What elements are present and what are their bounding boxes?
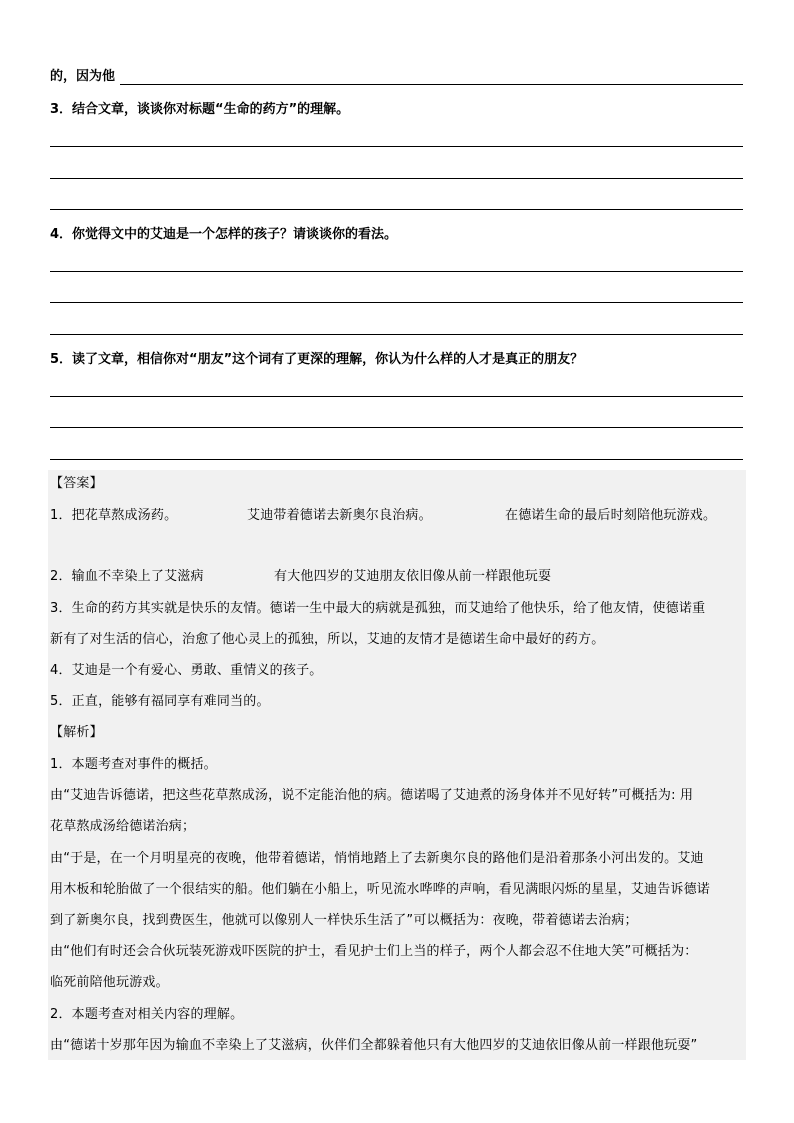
answer-5: 5．正直，能够有福同享有难同当的。 [50, 694, 270, 709]
analysis-line: 到了新奥尔良，找到费医生，他就可以像别人一样快乐生活了”可以概括为：夜晚，带着德诺去治病； [50, 913, 638, 928]
continued-answer-label: 的，因为他 [50, 69, 116, 84]
answer-line[interactable] [50, 396, 743, 397]
analysis-line: 1．本题考查对事件的概括。 [50, 757, 217, 772]
answer-3-line-1: 3．生命的药方其实就是快乐的友情。德诺一生中最大的病就是孤独，而艾迪给了他快乐，给了他友情，使德诺重 [50, 601, 706, 616]
analysis-line: 用木板和轮胎做了一个很结实的船。他们躺在小船上，听见流水哗哗的声响，看见满眼闪烁的星星，艾迪告诉德诺 [50, 882, 711, 897]
answer-line[interactable] [50, 209, 743, 210]
answer-2-item-b: 有大他四岁的艾迪朋友依旧像从前一样跟他玩耍 [274, 569, 552, 584]
analysis-line: 2．本题考查对相关内容的理解。 [50, 1007, 244, 1022]
answer-line[interactable] [50, 178, 743, 179]
answer-line[interactable] [50, 146, 743, 147]
question-5: 5．读了文章，相信你对“朋友”这个词有了更深的理解，你认为什么样的人才是真正的朋友？ [50, 352, 584, 367]
analysis-line: 由“他们有时还会合伙玩装死游戏吓医院的护士，看见护士们上当的样子，两个人都会忍不住地大笑”可概括为： [50, 944, 698, 959]
answer-line[interactable] [50, 271, 743, 272]
answer-1-item-b: 艾迪带着德诺去新奥尔良治病。 [247, 508, 432, 523]
analysis-line: 由“德诺十岁那年因为输血不幸染上了艾滋病，伙伴们全都躲着他只有大他四岁的艾迪依旧像从前一样跟他玩耍” [50, 1038, 698, 1053]
question-4: 4．你觉得文中的艾迪是一个怎样的孩子？请谈谈你的看法。 [50, 227, 398, 242]
answer-3-line-2: 新有了对生活的信心，治愈了他心灵上的孤独，所以，艾迪的友情才是德诺生命中最好的药方。 [50, 632, 605, 647]
answer-line[interactable] [50, 334, 743, 335]
answer-2-row [50, 568, 743, 586]
answer-line[interactable] [50, 427, 743, 428]
answer-line[interactable] [50, 302, 743, 303]
analysis-line: 临死前陪他玩游戏。 [50, 975, 169, 990]
answer-1-row [50, 507, 743, 525]
analysis-heading: 【解析】 [50, 725, 103, 740]
question-3: 3．结合文章，谈谈你对标题“生命的药方”的理解。 [50, 102, 350, 117]
analysis-line: 由“艾迪告诉德诺，把这些花草熬成汤，说不定能治他的病。德诺喝了艾迪煮的汤身体并不见好转”可概括为: 用 [50, 788, 694, 803]
analysis-line: 由“于是，在一个月明星亮的夜晚，他带着德诺，悄悄地踏上了去新奥尔良的路他们是沿着那条小河出发的。艾迪 [50, 851, 704, 866]
analysis-line: 花草熬成汤给德诺治病； [50, 819, 196, 834]
answer-heading: 【答案】 [50, 476, 103, 491]
answer-4: 4．艾迪是一个有爱心、勇敢、重情义的孩子。 [50, 663, 323, 678]
answer-line[interactable] [50, 459, 743, 460]
answer-line[interactable] [120, 84, 743, 85]
answer-2-item-a: 2．输血不幸染上了艾滋病 [50, 569, 204, 584]
answer-1-item-a: 1．把花草熬成汤药。 [50, 508, 178, 523]
answer-1-item-c: 在德诺生命的最后时刻陪他玩游戏。 [505, 508, 717, 523]
continued-answer-row [50, 69, 743, 87]
